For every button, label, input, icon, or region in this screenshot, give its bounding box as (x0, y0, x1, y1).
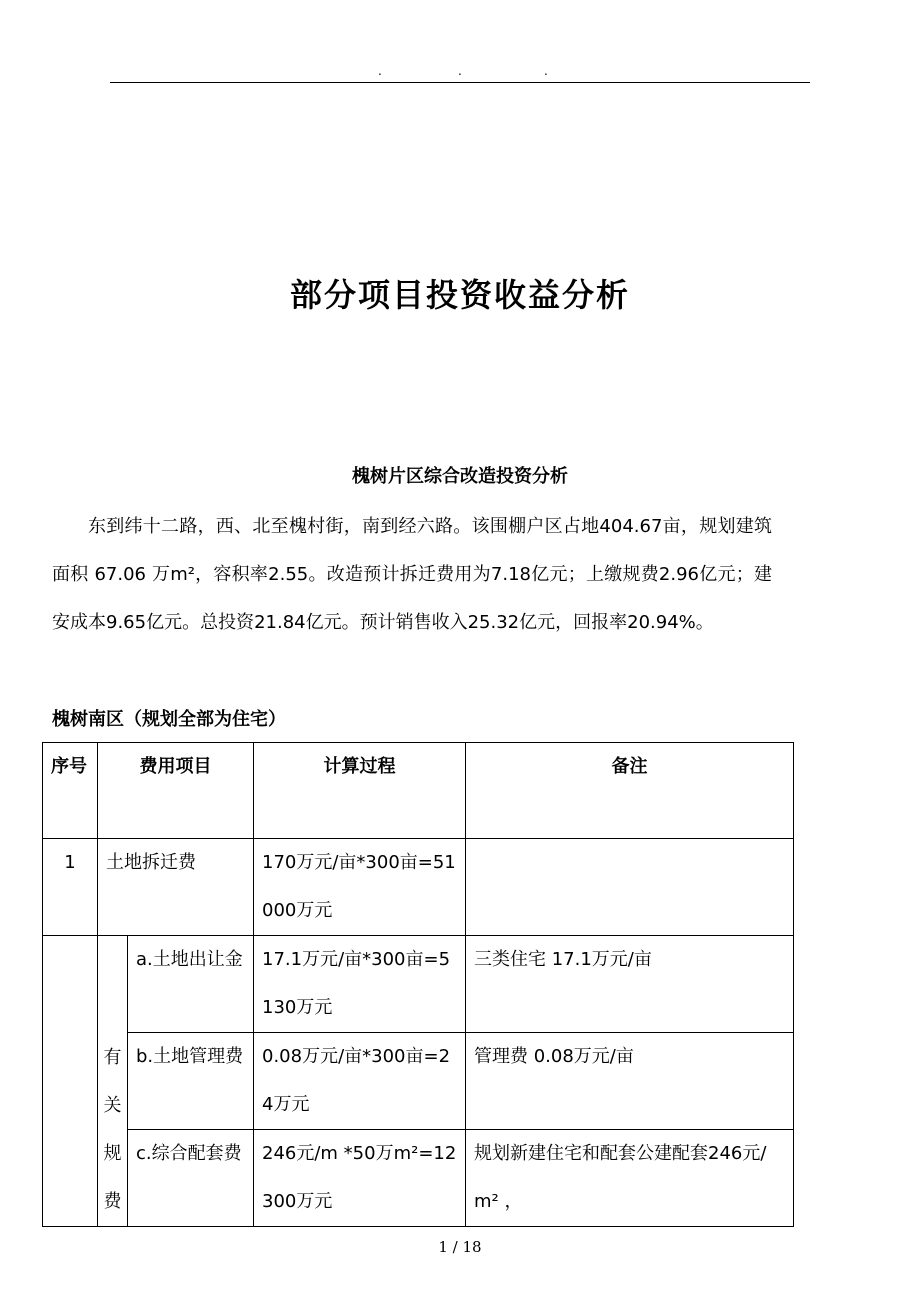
table-row (43, 1033, 794, 1130)
table-header-row (43, 743, 794, 839)
row-calc: 0.08万元/亩*300亩=24万元 (254, 1033, 466, 1130)
row-note: 规划新建住宅和配套公建配套246元/ m² ， (466, 1130, 794, 1227)
group-label-char: 规 (103, 1143, 122, 1164)
row-calc: 17.1万元/亩*300亩=5130万元 (254, 936, 466, 1033)
document-title: 部分项目投资收益分析 (289, 276, 630, 314)
header-dot: . (458, 64, 462, 78)
row-item: 土地拆迁费 (98, 839, 254, 936)
header-dot: . (378, 64, 382, 78)
table-row (43, 1130, 794, 1227)
row-calc: 246元/m *50万m²=12300万元 (254, 1130, 466, 1227)
table-row (43, 936, 794, 1033)
header-no: 序号 (43, 743, 98, 839)
page-number: 1 / 18 (438, 1238, 482, 1256)
cost-table (42, 742, 794, 1227)
header-note: 备注 (466, 743, 794, 839)
sub-heading: 槐树南区（规划全部为住宅） (52, 709, 286, 730)
row-item: b.土地管理费 (128, 1033, 254, 1130)
group-label-char: 有 (103, 1047, 122, 1068)
header-rule (110, 82, 810, 83)
table-row (43, 839, 794, 936)
row-no-empty (43, 936, 98, 1227)
row-item: c.综合配套费 (128, 1130, 254, 1227)
row-calc: 170万元/亩*300亩=51000万元 (254, 839, 466, 936)
group-label-char: 费 (103, 1191, 122, 1212)
row-item: a.土地出让金 (128, 936, 254, 1033)
row-note (466, 839, 794, 936)
row-note: 管理费 0.08万元/亩 (466, 1033, 794, 1130)
body-paragraph: 东到纬十二路，西、北至槐村街，南到经六路。该围棚户区占地404.67亩，规划建筑面积 67.06 万m²，容积率2.55。改造预计拆迁费用为7.18亿元；上缴规费2.96亿元；建安成本9.65亿元。总投资21.84亿元。预计销售收入25.32亿元，回报率20.94%。 (52, 516, 772, 633)
row-note: 三类住宅 17.1万元/亩 (466, 936, 794, 1033)
section-title: 槐树片区综合改造投资分析 (352, 466, 568, 487)
header-calc: 计算过程 (254, 743, 466, 839)
page-header-dots (110, 64, 810, 82)
header-item: 费用项目 (98, 743, 254, 839)
group-label-char: 关 (103, 1095, 122, 1116)
group-label (98, 936, 128, 1227)
row-no: 1 (43, 839, 98, 936)
header-dot: . (544, 64, 548, 78)
